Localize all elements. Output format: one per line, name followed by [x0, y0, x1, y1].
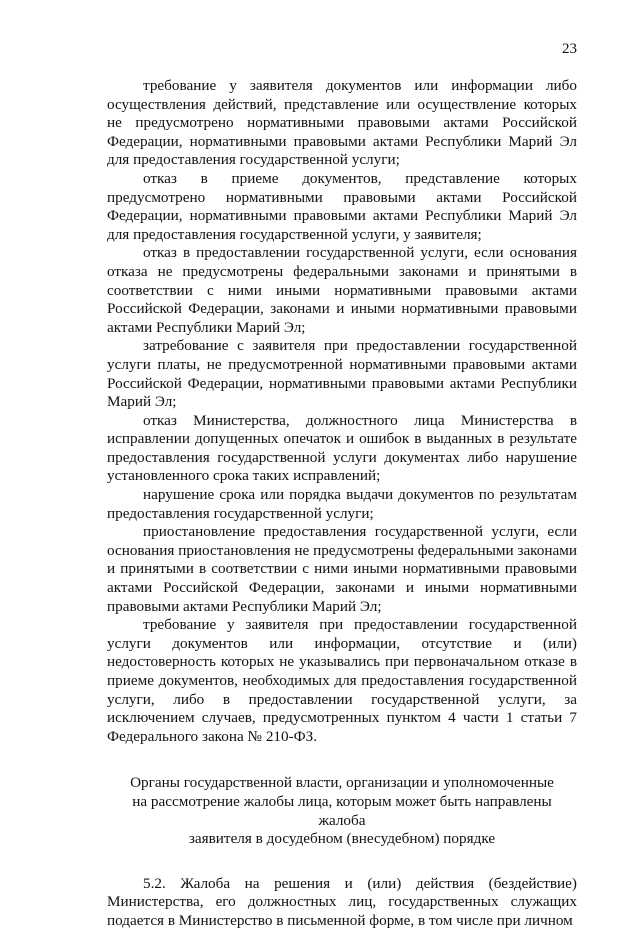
- list-item-paragraph: нарушение срока или порядка выдачи документов по результатам предоставления государственной услуги;: [107, 486, 577, 522]
- section-heading-line: заявителя в досудебном (внесудебном) порядке: [188, 830, 496, 848]
- list-item-paragraph: отказ Министерства, должностного лица Министерства в исправлении допущенных опечаток и ошибок в выданных в результате предоставления государственной услуги документах либо нарушение установленного срока таких исправлений;: [107, 411, 577, 485]
- page-number: 23: [562, 41, 577, 57]
- list-item-paragraph: затребование с заявителя при предоставлении государственной услуги платы, не предусмотренной нормативными правовыми актами Российской Федерации, нормативными правовыми актами Республики Марий Эл;: [107, 337, 577, 411]
- section-heading-line: Органы государственной власти, организации и уполномоченные: [130, 774, 554, 792]
- document-body: [107, 77, 577, 931]
- section-heading-line: на рассмотрение жалобы лица, которым может быть направлены жалоба: [132, 792, 552, 829]
- list-item-paragraph: отказ в предоставлении государственной услуги, если основания отказа не предусмотрены федеральными законами и принятыми в соответствии с ними иными нормативными правовыми актами Российской Федерации, законами и иными нормативными правовыми актами Республики Марий Эл;: [107, 244, 577, 336]
- list-item-paragraph: отказ в приеме документов, представление которых предусмотрено нормативными правовыми актами Российской Федерации, нормативными правовыми актами Республики Марий Эл для предоставления государственной услуги, у заявителя;: [107, 169, 577, 243]
- list-item-paragraph: приостановление предоставления государственной услуги, если основания приостановления не предусмотрены федеральными законами и принятыми в соответствии с ними иными нормативными правовыми актами Российской Федерации, законами и иными нормативными правовыми актами Республики Марий Эл;: [107, 523, 577, 615]
- list-item-paragraph: требование у заявителя при предоставлении государственной услуги документов или информации, отсутствие и (или) недостоверность которых не указывались при первоначальном отказе в приеме документов, необходимых для предоставления государственной услуги, либо в предоставлении государственной услуги, за исключением случаев, предусмотренных пунктом 4 части 1 статьи 7 Федерального закона № 210-ФЗ.: [107, 616, 577, 745]
- list-item-paragraph: требование у заявителя документов или информации либо осуществления действий, представление или осуществление которых не предусмотрено нормативными правовыми актами Российской Федерации, нормативными правовыми актами Республики Марий Эл для предоставления государственной услуги;: [107, 77, 577, 169]
- section-heading: [107, 774, 577, 848]
- section-paragraph: 5.2. Жалоба на решения и (или) действия (бездействие) Министерства, его должностных лиц, государственных служащих подается в Министерство в письменной форме, в том числе при личном: [107, 874, 577, 929]
